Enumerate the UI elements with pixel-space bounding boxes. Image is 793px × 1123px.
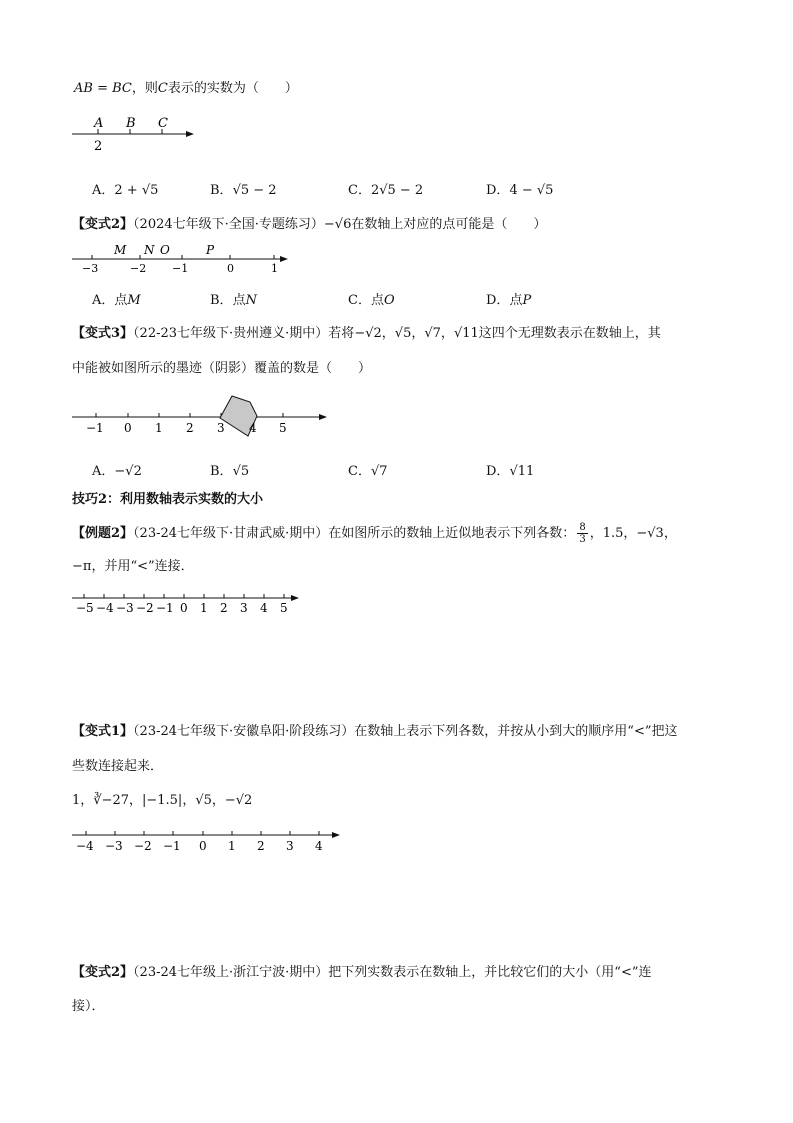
source: （22-23七年级下·贵州遵义·期中） — [133, 326, 329, 341]
value-label-2: 2 — [94, 139, 103, 152]
tick-label: −5 — [76, 601, 94, 615]
number-line-2 — [70, 242, 300, 276]
tick-label: 1 — [228, 839, 236, 853]
intro-var: C — [157, 81, 168, 96]
example-tag: 【例题2】 — [72, 526, 134, 541]
intro-text2: 表示的实数为（ ） — [167, 81, 298, 96]
option-D[interactable]: D．√11 — [486, 464, 535, 479]
variant-tag: 【变式2】 — [72, 965, 134, 980]
point-label-B: B — [126, 116, 136, 131]
question-text2: 这四个无理数表示在数轴上，其 — [478, 326, 661, 341]
variant-tag: 【变式3】 — [72, 326, 134, 341]
tick-label: 1 — [200, 601, 208, 615]
number-line-3 — [70, 392, 340, 442]
source: （23-24七年级上·浙江宁波·期中） — [133, 965, 329, 980]
question-text: 在如图所示的数轴上近似地表示下列各数： — [328, 526, 576, 541]
tick-label: −3 — [82, 262, 99, 275]
tick-label: 0 — [124, 421, 132, 435]
expr: −√6 — [323, 217, 352, 232]
question-text2: ，并用“<”连接． — [91, 559, 194, 574]
intro-text: ，则 — [131, 81, 158, 96]
tick-label: 1 — [155, 421, 163, 435]
example2-question-line2 — [72, 558, 194, 576]
tick-label: −1 — [86, 421, 104, 435]
section-heading: 技巧2：利用数轴表示实数的大小 — [72, 492, 264, 507]
option-D[interactable]: D．4 − √5 — [486, 183, 554, 198]
num: √5 — [394, 326, 412, 341]
option-B[interactable]: B．点N — [210, 293, 257, 308]
variant1-question — [72, 723, 677, 741]
variant2b-question — [72, 964, 651, 982]
number-line-5 — [70, 825, 350, 857]
point-P: P — [206, 243, 215, 257]
number-line-1 — [70, 112, 200, 152]
option-D[interactable]: D．点P — [486, 293, 532, 308]
option-B[interactable]: B．√5 — [210, 464, 250, 479]
option-C[interactable]: C．√7 — [348, 464, 388, 479]
tick-label: −4 — [96, 601, 114, 615]
tick-label: 1 — [271, 262, 278, 275]
equation: AB = BC — [74, 81, 132, 96]
tick-label: 4 — [249, 421, 257, 435]
tick-label: −1 — [172, 262, 189, 275]
option-A[interactable]: A．2 + √5 — [92, 183, 159, 198]
tick-label: 2 — [257, 839, 265, 853]
variant2-question — [72, 216, 546, 234]
option-A[interactable]: A．−√2 — [92, 464, 142, 479]
num: −√2 — [354, 326, 382, 341]
question-text: 在数轴上对应的点可能是（ ） — [351, 217, 547, 232]
point-M: M — [114, 243, 127, 257]
fraction: $\frac{8}{3}$ — [579, 522, 586, 545]
variant3-question: 【变式3】（22-23七年级下·贵州遵义·期中）若将−√2，√5，√7，√11这四个无理数表示在数轴上，其 — [72, 326, 661, 341]
tick-label: 3 — [240, 601, 248, 615]
question-text: 在数轴上表示下列各数，并按从小到大的顺序用“<”把这 — [354, 724, 678, 739]
tick-label: 5 — [279, 421, 287, 435]
tick-label: −2 — [136, 601, 154, 615]
variant-tag: 【变式2】 — [72, 217, 134, 232]
source: （2024七年级下·全国·专题练习） — [133, 217, 324, 232]
tick-label: 2 — [186, 421, 194, 435]
example2-question: 【例题2】（23-24七年级下·甘肃武威·期中）在如图所示的数轴上近似地表示下列各数： $\frac{8}{3}$ ，1.5，−√3， — [72, 522, 677, 545]
tick-label: 0 — [180, 601, 188, 615]
tick-label: 4 — [260, 601, 268, 615]
question-text: 若将 — [328, 326, 355, 341]
variant2b-question-line2: 接）． — [72, 999, 105, 1014]
tick-label: −4 — [76, 839, 94, 853]
variant1-numbers: 1，∛−27，|−1.5|，√5，−√2 — [72, 793, 253, 808]
tick-label: 3 — [217, 421, 225, 435]
option-A[interactable]: A．点M — [92, 293, 141, 308]
tick-label: 4 — [315, 839, 323, 853]
tick-label: −2 — [130, 262, 147, 275]
source: （23-24七年级下·安徽阜阳·阶段练习） — [133, 724, 355, 739]
number-line-4 — [70, 588, 310, 618]
tick-label: 3 — [286, 839, 294, 853]
tick-label: −1 — [156, 601, 174, 615]
variant1-question-line2: 些数连接起来． — [72, 759, 164, 774]
num: ，1.5， — [589, 526, 637, 541]
option-C[interactable]: C．2√5 − 2 — [348, 183, 424, 198]
num: √11 — [453, 326, 479, 341]
tick-label: 0 — [199, 839, 207, 853]
option-C[interactable]: C．点O — [348, 293, 395, 308]
point-label-C: C — [158, 116, 168, 131]
variant-tag: 【变式1】 — [72, 724, 134, 739]
option-B[interactable]: B．√5 − 2 — [210, 183, 277, 198]
question-intro — [74, 80, 298, 98]
point-label-A: A — [94, 116, 104, 131]
variant3-question-line2: 中能被如图所示的墨迹（阴影）覆盖的数是（ ） — [72, 361, 372, 376]
tick-label: 2 — [220, 601, 228, 615]
tick-label: 0 — [227, 262, 234, 275]
num: −√3 — [636, 526, 664, 541]
point-O: O — [160, 243, 170, 257]
tick-label: −2 — [134, 839, 152, 853]
num: √7 — [424, 326, 441, 341]
point-N: N — [144, 243, 155, 257]
tick-label: −1 — [163, 839, 181, 853]
question-text: 把下列实数表示在数轴上，并比较它们的大小（用“<”连 — [328, 965, 652, 980]
expr: −π — [72, 559, 92, 574]
tick-label: 5 — [280, 601, 288, 615]
tick-label: −3 — [116, 601, 134, 615]
source: （23-24七年级下·甘肃武威·期中） — [133, 526, 329, 541]
tick-label: −3 — [105, 839, 123, 853]
